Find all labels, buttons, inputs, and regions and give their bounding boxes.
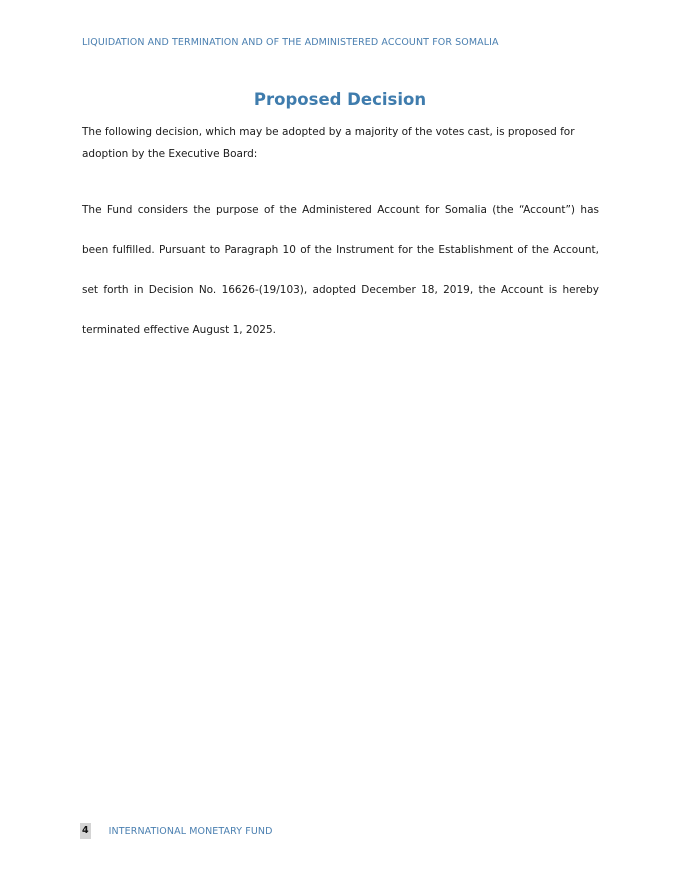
page-title: Proposed Decision xyxy=(253,90,427,109)
decision-paragraph: The Fund considers the purpose of the Administered Account for Somalia (the “Account”) has been fulfilled. Pursuant to Paragraph 10 of the Instrument for the Establishment of the Account, set forth in Decision No. 16626-(19/103), adopted December 18, 2019, the Account is hereby terminated effective August 1, 2025. xyxy=(82,204,599,336)
page-footer xyxy=(80,823,273,839)
footer-organization: INTERNATIONAL MONETARY FUND xyxy=(108,825,273,837)
page-number: 4 xyxy=(80,823,91,839)
running-header: LIQUIDATION AND TERMINATION AND OF THE ADMINISTERED ACCOUNT FOR SOMALIA xyxy=(82,37,499,48)
intro-paragraph: The following decision, which may be adopted by a majority of the votes cast, is proposed for adoption by the Executive Board: xyxy=(82,126,575,160)
